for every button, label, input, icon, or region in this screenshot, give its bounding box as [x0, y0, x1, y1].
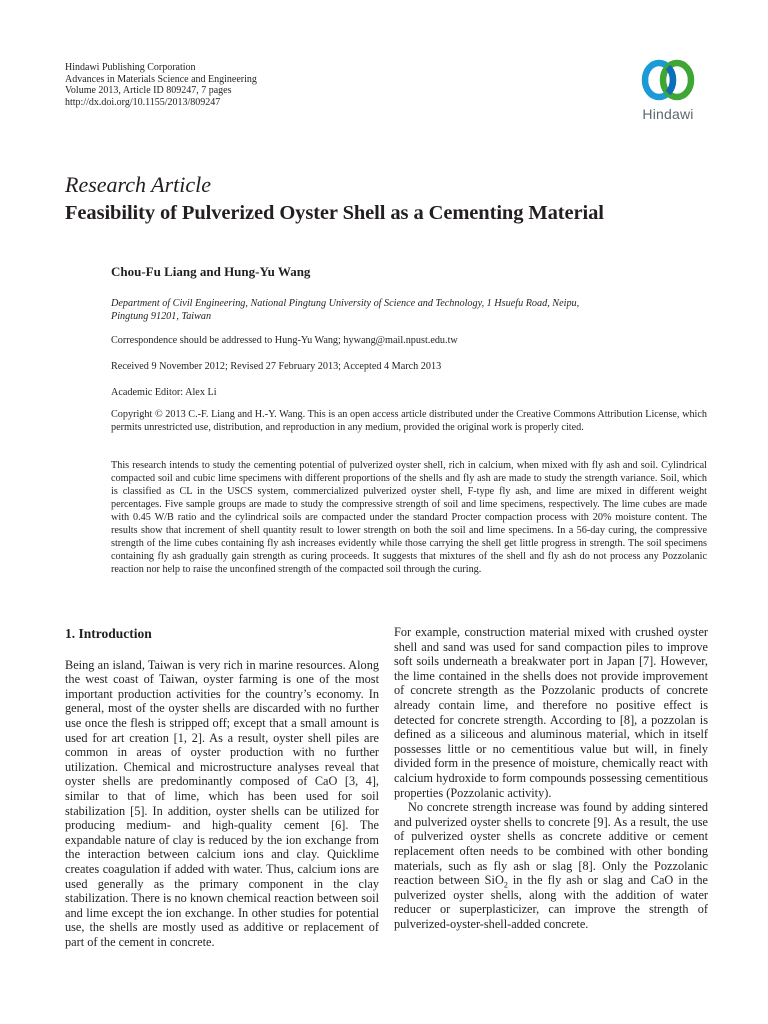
section-heading: 1. Introduction [65, 626, 152, 641]
received-dates: Received 9 November 2012; Revised 27 February 2013; Accepted 4 March 2013 [111, 361, 442, 372]
author-list: Chou-Fu Liang and Hung-Yu Wang [111, 264, 311, 279]
article-type: Research Article [65, 172, 212, 197]
doi-link[interactable]: http://dx.doi.org/10.1155/2013/809247 [65, 96, 221, 108]
abstract: This research intends to study the cementing potential of pulverized oyster shell, rich in calcium, when mixed with fly ash and soil. Cylindrical compacted soil and cubic lime specimens with different proportions of the shells and fly ash are made to study the strength variance. Soil, which is classified as CL in the USCS system, commercialized pulverized oyster shell, F-type fly ash, and lime are mixed in different weight percentages. Five sample groups are made to study the compressive strength of soil and lime specimens, respectively. The lime cubes are made with 0.45 W/B ratio and the cylindrical soils are compacted under the standard Procter compaction process with 20% moisture content. The results show that increment of shell quantity result to lower strength on both the soil and lime specimens. In a 56-day curing, the compressive strength of the lime cubes containing fly ash increases evidently while those carrying the shell get little progress in strength. The soil specimens containing fly ash gradually gain strength as curing proceeds. It suggests that mixtures of the shell and fly ash do not process any Pozzolanic reaction nor help to raise the unconfined strength of the compacted soil through the curing. [111, 460, 707, 575]
journal-info [65, 62, 257, 108]
paragraph-text: No concrete strength increase was found by adding sintered and pulverized oyster shells to concrete [9]. As a result, the use of pulverized oyster shells as concrete additive or cement replacement often needs to be combined with other bonding materials, such as fly ash or slag [8]. Only the Pozzolanic reaction between SiO [394, 800, 708, 888]
volume-info: Volume 2013, Article ID 809247, 7 pages [65, 85, 232, 96]
paragraph [394, 800, 708, 931]
paragraph-text: in the fly ash or slag and CaO in the pulverized oyster shells, along with the addition of water reducer or superplasticizer, can improve the strength of pulverized-oyster-shell-added concrete. [394, 873, 708, 931]
academic-editor: Academic Editor: Alex Li [111, 387, 217, 398]
hindawi-rings-icon [641, 58, 695, 102]
affiliation-line: Department of Civil Engineering, National Pingtung University of Science and Technology, 1 Hsuefu Road, Neipu, [111, 298, 580, 309]
left-column [65, 625, 379, 949]
right-column [394, 625, 708, 931]
hindawi-logo [630, 58, 706, 122]
paragraph: For example, construction material mixed with crushed oyster shell and sand was used for sand compaction piles to improve soft soils underneath a breakwater port in Japan [7]. However, the lime contained in the shells does not provide improvement of concrete strength as the Pozzolanic products of concrete already contain lime, and therefore no positive effect is detected for concrete strength. According to [8], a pozzolan is defined as a siliceous and aluminous material, which in itself possesses little or no cementitious value but will, in finely divided form in the presence of moisture, chemically react with calcium hydroxide to form compounds possessing cementitious properties (Pozzolanic activity). [394, 625, 708, 800]
copyright-notice: Copyright © 2013 C.-F. Liang and H.-Y. Wang. This is an open access article distributed under the Creative Commons Attribution License, which permits unrestricted use, distribution, and reproduction in any medium, provided the original work is properly cited. [111, 409, 707, 433]
journal-name: Advances in Materials Science and Engineering [65, 73, 257, 85]
paragraph: Being an island, Taiwan is very rich in marine resources. Along the west coast of Taiwan, oyster farming is one of the most important production activities for the country’s economy. In general, most of the oyster shells are discarded with no further use once the flesh is stripped off; except that a small amount is used for art creation [1, 2]. As a result, oyster shell piles are common in areas of oyster production with no further utilization. Chemical and microstructure analyses reveal that oyster shells are predominantly composed of CaO [3, 4], similar to that of lime, which has been used for soil stabilization [5]. In addition, oyster shells can be utilized for producing medium- and high-quality cement [6]. The expandable nature of clay is reduced by the ion exchange from the interaction between calcium ions and clay. Quicklime creates coagulation if added with water. Thus, calcium ions are used generally as the primary component in the clay stabilization. There is no known chemical reaction between soil and lime except the ion exchange. In other studies for potential use, the shells are mostly used as additive or replacement of part of the cement in concrete. [65, 657, 379, 949]
hindawi-wordmark: Hindawi [642, 106, 694, 122]
subscript: 2 [503, 880, 508, 890]
publisher-name: Hindawi Publishing Corporation [65, 62, 196, 73]
affiliation-line: Pingtung 91201, Taiwan [111, 311, 212, 322]
paper-title: Feasibility of Pulverized Oyster Shell as a Cementing Material [65, 202, 604, 224]
affiliation [111, 297, 701, 323]
correspondence: Correspondence should be addressed to Hung-Yu Wang; hywang@mail.npust.edu.tw [111, 335, 458, 346]
